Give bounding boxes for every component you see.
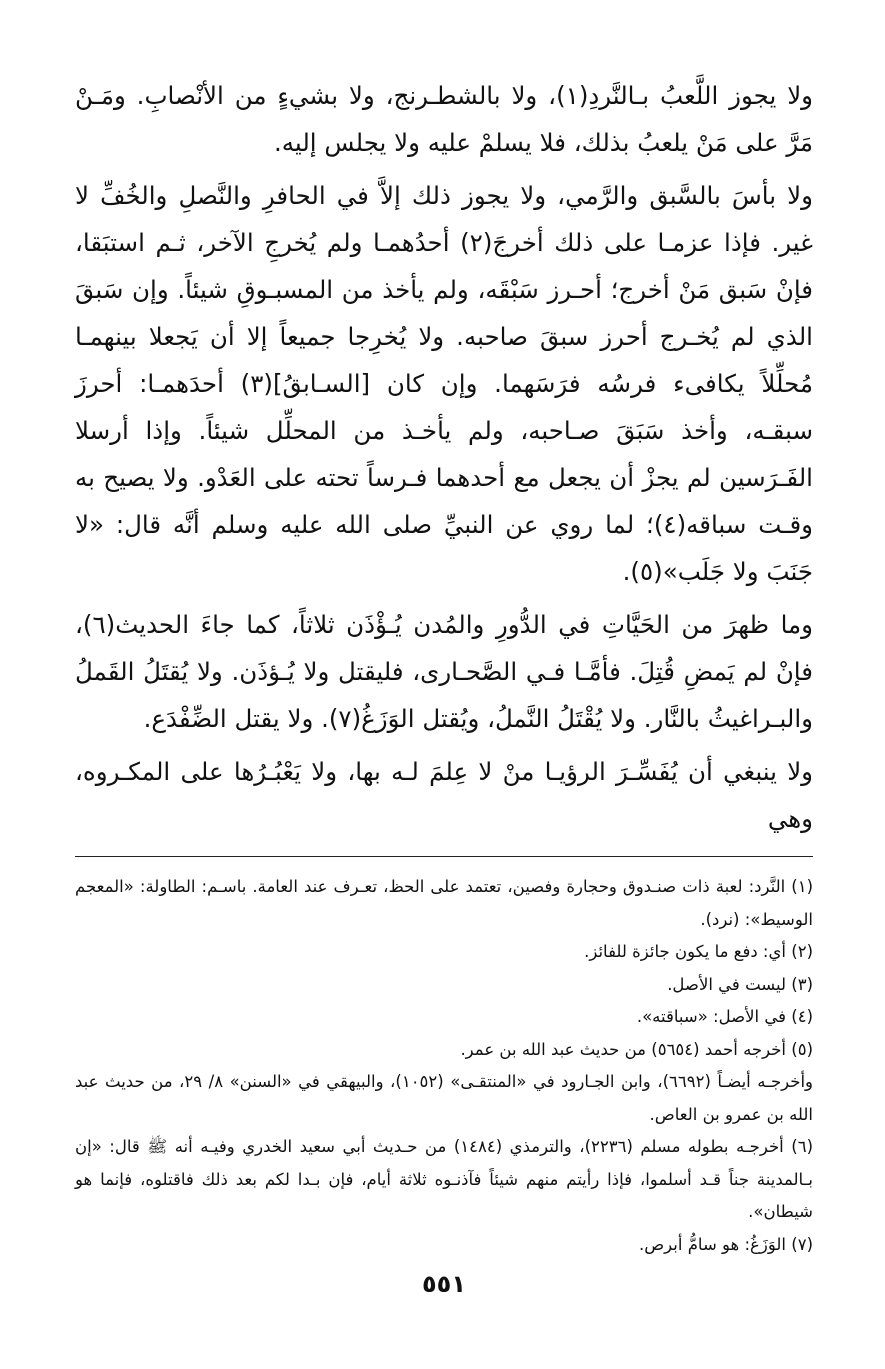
paragraph-4: ولا ينبغي أن يُفَسِّـرَ الرؤيـا منْ لا عِلمَ لـه بها، ولا يَعْبُـرُها على المكـروه، وهي	[75, 757, 813, 833]
footnote-2: (٢) أي: دفع ما يكون جائزة للفائز.	[584, 942, 813, 961]
paragraph-3: وما ظهرَ من الحَيَّاتِ في الدُّورِ والمُدن يُـؤْذَن ثلاثاً، كما جاءَ الحديث(٦)، فإنْ لم يَمضِ قُتِلَ. فأمَّـا فـي الصَّحـارى، فليقتل ولا يُـؤذَن. ولا يُقتَلُ القَملُ والبـراغيثُ بالنَّار. ولا يُقْتَلُ النَّملُ، ويُقتل الوَزَغُ(٧). ولا يقتل الضِّفْدَع.	[75, 610, 813, 733]
footnote-7: (٧) الوَزَغُ: هو سامُّ أبرص.	[638, 1234, 813, 1254]
footnote-4: (٤) في الأصل: «سباقته».	[636, 1007, 813, 1026]
footnote-5-continued: وأخرجـه أيضـاً (٦٦٩٢)، وابن الجـارود في «المنتقـى» (١٠٥٢)، والبيهقي في «السنن» ٨/ ٢٩، من حديث عبد الله بن عمرو بن العاص.	[75, 1072, 814, 1124]
footnotes	[75, 871, 813, 1261]
footnote-divider	[75, 856, 813, 857]
footnote-5: (٥) أخرجه أحمد (٥٦٥٤) من حديث عبد الله بن عمر.	[460, 1039, 813, 1059]
footnote-3: (٣) ليست في الأصل.	[667, 974, 813, 994]
book-page	[75, 72, 813, 1352]
paragraph-2: ولا بأسَ بالسَّبق والرَّمي، ولا يجوز ذلك إلاَّ في الحافرِ والنَّصلِ والخُفِّ لا غير. فإذا عزمـا على ذلك أخرجَ(٢) أحدُهمـا ولم يُخرجِ الآخر، ثـم استبَقا، فإنْ سَبق مَنْ أخرج؛ أحـرز سَبْقَه، ولم يأخذ من المسبـوقِ شيئاً. وإن سَبقَ الذي لم يُخـرج أحرز سبقَ صاحبه. ولا يُخرِجا جميعاً إلا أن يَجعلا بينهمـا مُحلِّلاً يكافىء فرسُه فرَسَهما. وإن كان [السـابقُ](٣) أحدَهمـا: أحرزَ سبقـه، وأخذ سَبَقَ صـاحبه، ولم يأخـذ من المحلِّل شيئاً. وإذا أرسلا الفَـرَسين لم يجزْ أن يجعل مع أحدهما فـرساً تحته على العَدْو. ولا يصيح به وقـت سباقه(٤)؛ لما روي عن النبيِّ صلى الله عليه وسلم أنَّه قال: «لا جَنَبَ ولا جَلَب»(٥).	[75, 181, 814, 586]
paragraph-1: ولا يجوز اللَّعبُ بـالنَّردِ(١)، ولا بالشطـرنج، ولا بشيءٍ من الأنْصابِ. ومَـنْ مَرَّ على مَنْ يلعبُ بذلك، فلا يسلمْ عليه ولا يجلس إليه.	[75, 81, 813, 157]
footnote-6: (٦) أخرجـه بطوله مسلم (٢٢٣٦)، والترمذي (١٤٨٤) من حـديث أبي سعيد الخدري وفيـه أنه ﷺ قال: «إن بـالمدينة جناً قـد أسلموا، فإذا رأيتم منهم شيئاً فآذنـوه ثلاثة أيام، فإن بـدا لكم بعد ذلك فاقتلوه، فإنما هو شيطان».	[75, 1137, 813, 1221]
main-text	[75, 72, 813, 842]
footnote-1: (١) النَّرد: لعبة ذات صنـدوق وحجارة وفصين، تعتمد على الحظ، تعـرف عند العامة. باسـم: الطاولة: «المعجم الوسيط»: (نرد).	[75, 877, 813, 929]
page-number: ٥٥١	[422, 1270, 466, 1298]
